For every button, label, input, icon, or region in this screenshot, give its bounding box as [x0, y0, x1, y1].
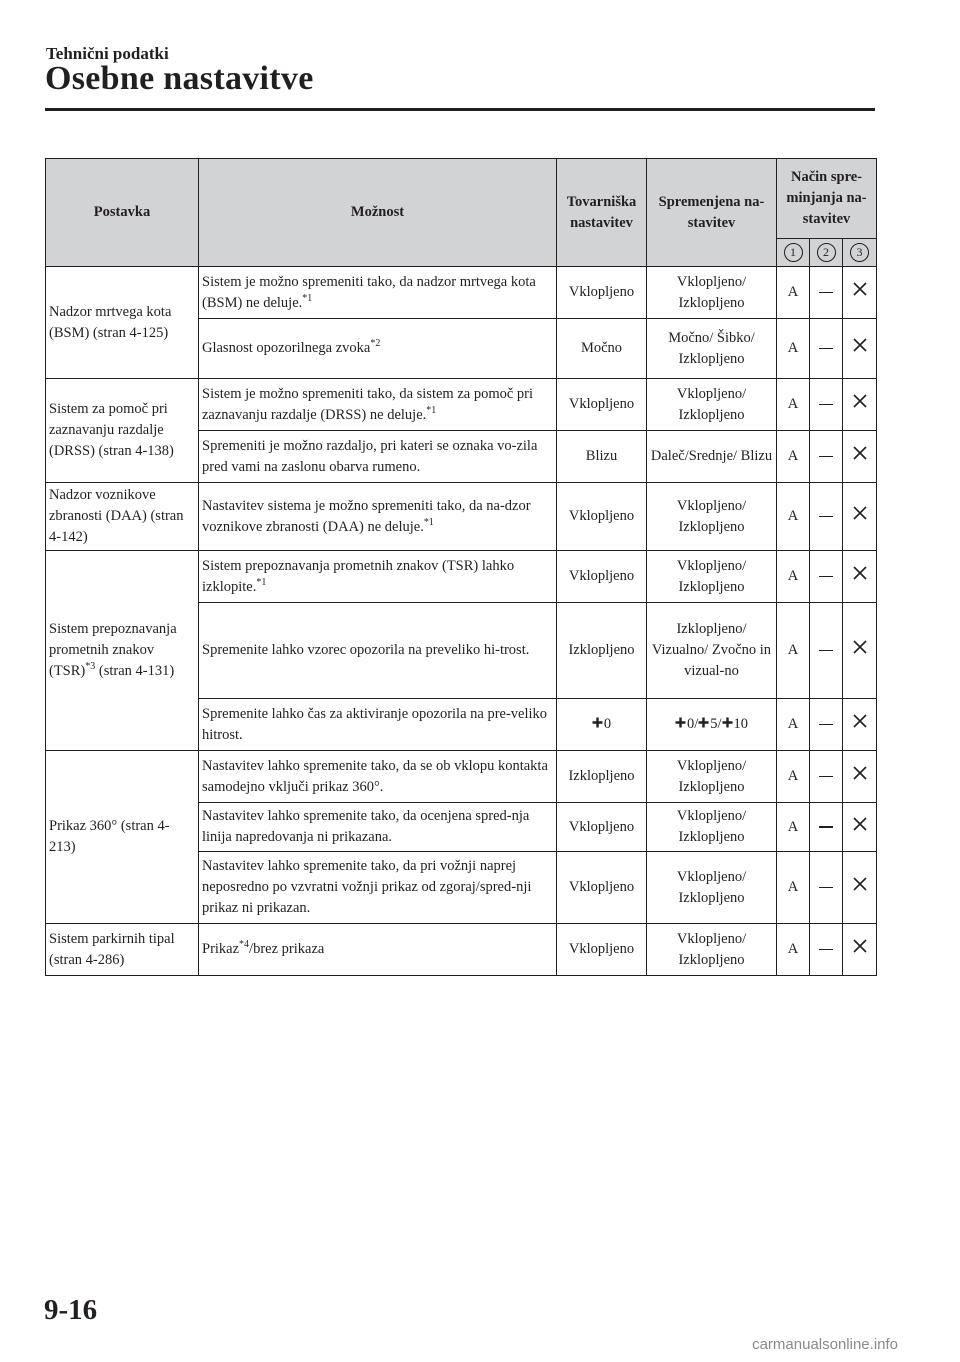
- factory-cell: [557, 483, 647, 551]
- option-text: Nastavitev lahko spremenite tako, da pri vožnji naprej neposredno po vzvratni vožnji prikaz od zgoraj/spred-nji prikaz ni prikazan.: [202, 858, 532, 916]
- changed-value: Vklopljeno/ Izklopljeno: [676, 273, 747, 311]
- dash-icon: [819, 887, 833, 889]
- factory-value: Vklopljeno: [568, 818, 635, 835]
- factory-cell: [557, 699, 647, 751]
- table-row: [46, 379, 877, 431]
- method-3-cell: [843, 751, 877, 803]
- method-1-cell: A: [777, 379, 810, 431]
- method-1-cell: A: [777, 431, 810, 483]
- changed-cell: [647, 431, 777, 483]
- method-1-cell: A: [777, 267, 810, 319]
- factory-cell: [557, 551, 647, 603]
- option-cell: [199, 551, 557, 603]
- factory-cell: [557, 751, 647, 803]
- dash-icon: [819, 456, 833, 458]
- dash-icon: [819, 650, 833, 652]
- setting-page-ref: (stran 4-131): [95, 663, 175, 679]
- title-divider: [45, 108, 875, 111]
- changed-cell: [647, 379, 777, 431]
- header-method-1: [777, 239, 810, 267]
- method-2-cell: [810, 603, 843, 699]
- option-text: Spremenite lahko čas za aktiviranje opozorila na pre-veliko hitrost.: [202, 705, 548, 743]
- method-1-cell: A: [777, 483, 810, 551]
- changed-value-part: 5/: [710, 715, 722, 732]
- section-label: Tehnični podatki: [46, 44, 169, 63]
- header-option: Možnost: [199, 159, 557, 267]
- changed-cell: [647, 551, 777, 603]
- factory-value: Vklopljeno: [568, 508, 635, 524]
- option-text: Sistem prepoznavanja prometnih znakov (TSR) lahko izklopite.: [202, 557, 515, 595]
- method-1-cell: A: [777, 852, 810, 924]
- method-2-cell: [810, 319, 843, 379]
- option-cell: [199, 603, 557, 699]
- method-1-cell: A: [777, 924, 810, 976]
- option-cell: [199, 803, 557, 852]
- changed-cell: [647, 483, 777, 551]
- factory-value: 0: [603, 715, 612, 732]
- setting-cell: [46, 551, 199, 751]
- option-text: Nastavitev sistema je možno spremeniti tako, da na-dzor voznikove zbranosti (DAA) ne deluje.: [202, 497, 531, 535]
- method-3-cell: [843, 267, 877, 319]
- changed-cell: [647, 751, 777, 803]
- cross-icon: [853, 446, 867, 467]
- cross-icon: [853, 766, 867, 787]
- cross-icon: [853, 939, 867, 960]
- factory-value: Močno: [580, 340, 623, 356]
- method-2-cell: [810, 431, 843, 483]
- cross-icon: [853, 338, 867, 359]
- circled-number-3: 3: [850, 243, 869, 262]
- factory-cell: [557, 379, 647, 431]
- dash-icon: [819, 404, 833, 406]
- header-changed: Spremenjena na-stavitev: [647, 159, 777, 267]
- changed-value: Vklopljeno/ Izklopljeno: [676, 757, 747, 795]
- setting-label: Nadzor voznikove zbranosti (DAA) (stran 4-142): [49, 487, 184, 545]
- factory-cell: [557, 431, 647, 483]
- footnote-marker: *4: [239, 939, 250, 951]
- plus-icon: [698, 714, 709, 735]
- factory-cell: [557, 852, 647, 924]
- dash-icon: [819, 776, 833, 778]
- dash-icon: [819, 348, 833, 350]
- footnote-marker: *2: [370, 338, 381, 350]
- method-1-cell: A: [777, 551, 810, 603]
- factory-value: Izklopljeno: [568, 768, 635, 784]
- option-text: Glasnost opozorilnega zvoka: [202, 340, 371, 356]
- table-row: [46, 924, 877, 976]
- setting-label: Nadzor mrtvega kota (BSM) (stran 4-125): [49, 303, 172, 341]
- page-number: 9-16: [44, 1294, 98, 1326]
- changed-value: Vklopljeno/ Izklopljeno: [676, 930, 747, 968]
- footnote-marker: *1: [302, 292, 313, 304]
- changed-cell: [647, 603, 777, 699]
- factory-value: Vklopljeno: [568, 396, 635, 412]
- changed-value: Izklopljeno/ Vizualno/ Zvočno in vizual-no: [651, 621, 772, 679]
- method-2-cell: [810, 551, 843, 603]
- footnote-marker: *1: [256, 576, 267, 588]
- dash-icon: [819, 576, 833, 578]
- method-3-cell: [843, 379, 877, 431]
- method-3-cell: [843, 699, 877, 751]
- setting-cell: [46, 379, 199, 483]
- factory-value: Vklopljeno: [568, 284, 635, 300]
- setting-cell: [46, 267, 199, 379]
- method-3-cell: [843, 431, 877, 483]
- setting-cell: [46, 483, 199, 551]
- cross-icon: [853, 394, 867, 415]
- cross-icon: [853, 877, 867, 898]
- method-2-cell: [810, 751, 843, 803]
- table-row: [46, 751, 877, 803]
- option-cell: [199, 319, 557, 379]
- settings-table: [45, 158, 877, 976]
- option-text: Nastavitev lahko spremenite tako, da ocenjena spred-nja linija napredovanja ni prikazana.: [202, 808, 530, 845]
- changed-value: Daleč/Srednje/ Blizu: [650, 448, 773, 464]
- dash-icon: [819, 292, 833, 294]
- setting-cell: [46, 924, 199, 976]
- header-method-3: [843, 239, 877, 267]
- cross-icon: [853, 817, 867, 838]
- method-2-cell: [810, 924, 843, 976]
- method-1-cell: A: [777, 803, 810, 852]
- footnote-marker: *3: [85, 661, 96, 673]
- option-text: Nastavitev lahko spremenite tako, da se ob vklopu kontakta samodejno vključi prikaz 360°.: [202, 757, 548, 795]
- setting-label: Sistem prepoznavanja prometnih znakov (TSR): [49, 621, 177, 679]
- setting-label: Sistem parkirnih tipal (stran 4-286): [49, 930, 175, 968]
- option-cell: [199, 431, 557, 483]
- page-title: Osebne nastavitve: [45, 60, 314, 97]
- factory-value: Blizu: [585, 448, 618, 464]
- option-text: Sistem je možno spremeniti tako, da sistem za pomoč pri zaznavanju razdalje (DRSS) ne deluje.: [202, 385, 534, 423]
- method-3-cell: [843, 319, 877, 379]
- option-text: Prikaz: [202, 941, 240, 957]
- dash-icon: [819, 724, 833, 726]
- method-2-cell: [810, 267, 843, 319]
- setting-cell: [46, 751, 199, 924]
- method-2-cell: [810, 379, 843, 431]
- option-cell: [199, 699, 557, 751]
- factory-cell: [557, 803, 647, 852]
- method-1-cell: A: [777, 699, 810, 751]
- table-row: [46, 267, 877, 319]
- plus-icon: [592, 714, 603, 735]
- method-3-cell: [843, 924, 877, 976]
- cross-icon: [853, 714, 867, 735]
- changed-cell: [647, 852, 777, 924]
- option-cell: [199, 852, 557, 924]
- changed-cell: [647, 699, 777, 751]
- method-3-cell: [843, 603, 877, 699]
- option-cell: [199, 483, 557, 551]
- method-3-cell: [843, 803, 877, 852]
- cross-icon: [853, 640, 867, 661]
- watermark: carmanualsonline.info: [752, 1336, 898, 1353]
- factory-value: Vklopljeno: [568, 879, 635, 895]
- option-suffix: /brez prikaza: [249, 941, 325, 957]
- circled-number-2: 2: [817, 243, 836, 262]
- changed-value: Vklopljeno/ Izklopljeno: [676, 808, 747, 845]
- option-text: Spremenite lahko vzorec opozorila na preveliko hi-trost.: [202, 642, 530, 658]
- option-cell: [199, 751, 557, 803]
- header-method: Način spre-minjanja na-stavitev: [777, 159, 877, 239]
- footnote-marker: *1: [426, 404, 437, 416]
- changed-cell: [647, 267, 777, 319]
- method-3-cell: [843, 483, 877, 551]
- method-3-cell: [843, 551, 877, 603]
- option-cell: [199, 924, 557, 976]
- option-cell: [199, 267, 557, 319]
- option-cell: [199, 379, 557, 431]
- setting-label: Sistem za pomoč pri zaznavanju razdalje (DRSS) (stran 4-138): [49, 401, 174, 459]
- setting-label: Prikaz 360° (stran 4-213): [49, 818, 170, 855]
- changed-value: Vklopljeno/ Izklopljeno: [676, 497, 747, 535]
- header-method-2: [810, 239, 843, 267]
- method-2-cell: [810, 803, 843, 852]
- changed-cell: [647, 803, 777, 852]
- method-2-cell: [810, 483, 843, 551]
- factory-cell: [557, 603, 647, 699]
- table-row: [46, 483, 877, 551]
- factory-cell: [557, 924, 647, 976]
- circled-number-1: 1: [784, 243, 803, 262]
- changed-cell: [647, 924, 777, 976]
- cross-icon: [853, 566, 867, 587]
- factory-cell: [557, 267, 647, 319]
- plus-icon: [675, 714, 686, 735]
- header-setting: Postavka: [46, 159, 199, 267]
- method-3-cell: [843, 852, 877, 924]
- dash-icon: [819, 826, 833, 828]
- cross-icon: [853, 506, 867, 527]
- changed-value: Vklopljeno/ Izklopljeno: [676, 868, 747, 906]
- factory-value: Vklopljeno: [568, 568, 635, 584]
- dash-icon: [819, 949, 833, 951]
- method-1-cell: A: [777, 319, 810, 379]
- changed-value: Vklopljeno/ Izklopljeno: [676, 557, 747, 595]
- method-1-cell: A: [777, 751, 810, 803]
- plus-icon: [722, 714, 733, 735]
- method-2-cell: [810, 852, 843, 924]
- option-text: Sistem je možno spremeniti tako, da nadzor mrtvega kota (BSM) ne deluje.: [202, 273, 536, 311]
- table-row: [46, 551, 877, 603]
- changed-value-part: 10: [733, 715, 749, 732]
- option-text: Spremeniti je možno razdaljo, pri kateri se oznaka vo-zila pred vami na zaslonu obarva rumeno.: [202, 437, 538, 475]
- dash-icon: [819, 516, 833, 518]
- changed-value: Vklopljeno/ Izklopljeno: [676, 385, 747, 423]
- factory-value: Izklopljeno: [568, 642, 635, 658]
- method-2-cell: [810, 699, 843, 751]
- footnote-marker: *1: [423, 516, 434, 528]
- cross-icon: [853, 282, 867, 303]
- changed-value-part: 0/: [686, 715, 699, 732]
- changed-cell: [647, 319, 777, 379]
- header-factory: Tovarniška nastavitev: [557, 159, 647, 267]
- factory-value: Vklopljeno: [568, 941, 635, 957]
- factory-cell: [557, 319, 647, 379]
- method-1-cell: A: [777, 603, 810, 699]
- changed-value: Močno/ Šibko/ Izklopljeno: [668, 329, 755, 367]
